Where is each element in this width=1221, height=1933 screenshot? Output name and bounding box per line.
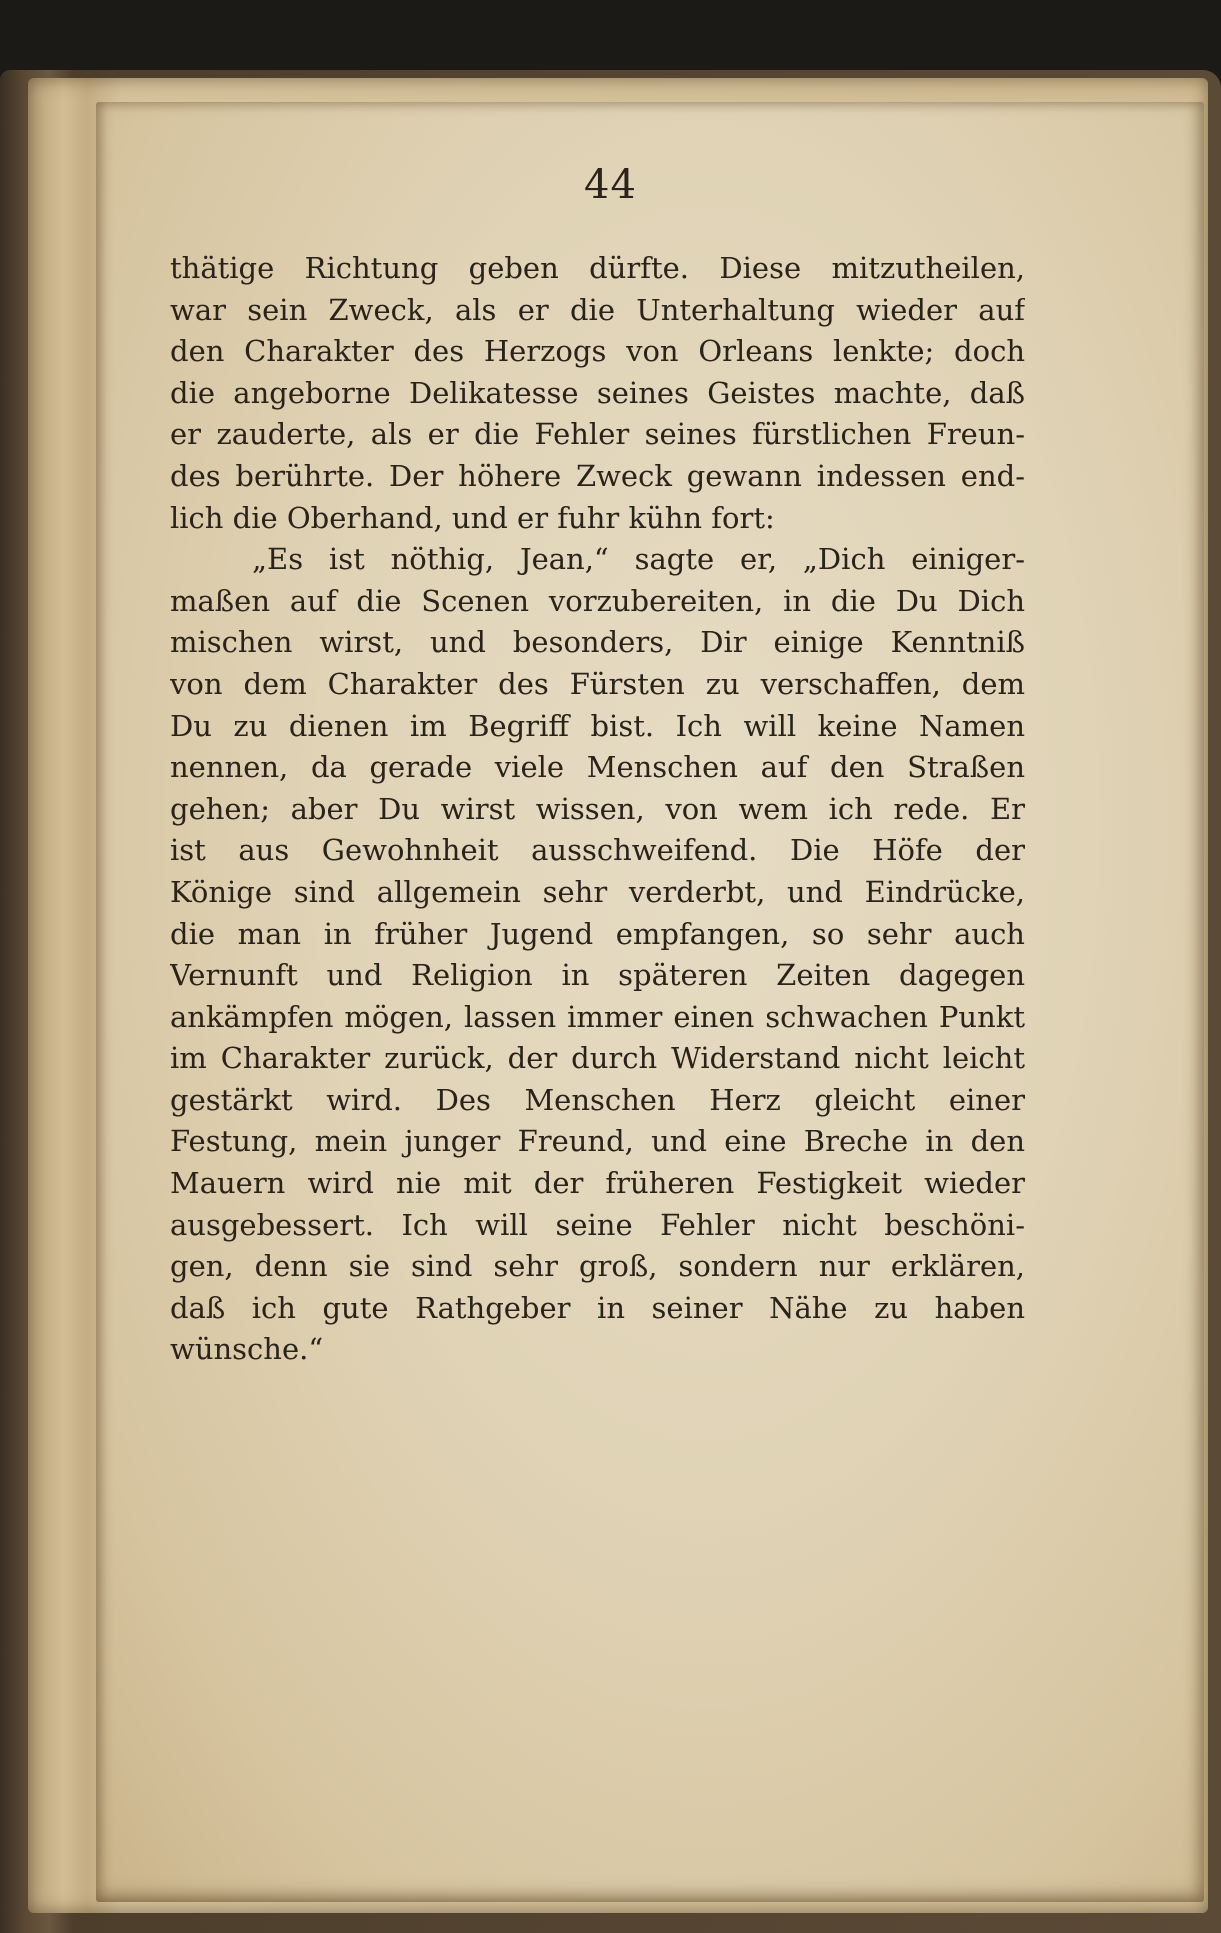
text-line: im Charakter zurück, der durch Widerstand nicht leicht — [170, 1041, 1025, 1076]
text-line: Festung, mein junger Freund, und eine Breche in den — [170, 1124, 1025, 1159]
text-line: gehen; aber Du wirst wissen, von wem ich rede. Er — [170, 791, 1025, 826]
text-line: Mauern wird nie mit der früheren Festigkeit wieder — [170, 1166, 1025, 1201]
text-line: ankämpfen mögen, lassen immer einen schwachen Punkt — [170, 999, 1025, 1034]
text-line: Könige sind allgemein sehr verderbt, und Eindrücke, — [170, 874, 1025, 909]
text-line: gen, denn sie sind sehr groß, sondern nur erklären, — [170, 1249, 1025, 1284]
text-line: des berührte. Der höhere Zweck gewann indessen end- — [170, 458, 1025, 493]
text-line: daß ich gute Rathgeber in seiner Nähe zu haben — [170, 1290, 1025, 1325]
text-line: er zauderte, als er die Fehler seines fürstlichen Freun- — [170, 417, 1025, 452]
text-line: thätige Richtung geben dürfte. Diese mitzutheilen, — [170, 251, 1025, 285]
text-line: ausgebessert. Ich will seine Fehler nicht beschöni- — [170, 1207, 1025, 1242]
page-number: 44 — [584, 162, 637, 208]
text-line: wünsche.“ — [170, 1332, 324, 1367]
text-line: mischen wirst, und besonders, Dir einige Kenntniß — [170, 625, 1025, 660]
text-line: den Charakter des Herzogs von Orleans lenkte; doch — [170, 334, 1025, 369]
text-line: gestärkt wird. Des Menschen Herz gleicht einer — [170, 1082, 1025, 1117]
text-line: maßen auf die Scenen vorzubereiten, in die Du Dich — [170, 583, 1025, 618]
body-text — [170, 248, 1025, 1371]
text-line: lich die Oberhand, und er fuhr kühn fort: — [170, 500, 775, 535]
text-line: Vernunft und Religion in späteren Zeiten dagegen — [170, 958, 1025, 993]
text-line: ist aus Gewohnheit ausschweifend. Die Höfe der — [170, 833, 1025, 868]
text-line: war sein Zweck, als er die Unterhaltung wieder auf — [170, 292, 1025, 327]
text-line: die man in früher Jugend empfangen, so sehr auch — [170, 916, 1025, 951]
text-line: nennen, da gerade viele Menschen auf den Straßen — [170, 750, 1025, 785]
text-line: von dem Charakter des Fürsten zu verschaffen, dem — [170, 666, 1025, 701]
text-line: die angeborne Delikatesse seines Geistes machte, daß — [170, 375, 1025, 410]
text-line: „Es ist nöthig, Jean,“ sagte er, „Dich einiger- — [252, 542, 1025, 577]
text-line: Du zu dienen im Begriff bist. Ich will keine Namen — [170, 708, 1025, 743]
